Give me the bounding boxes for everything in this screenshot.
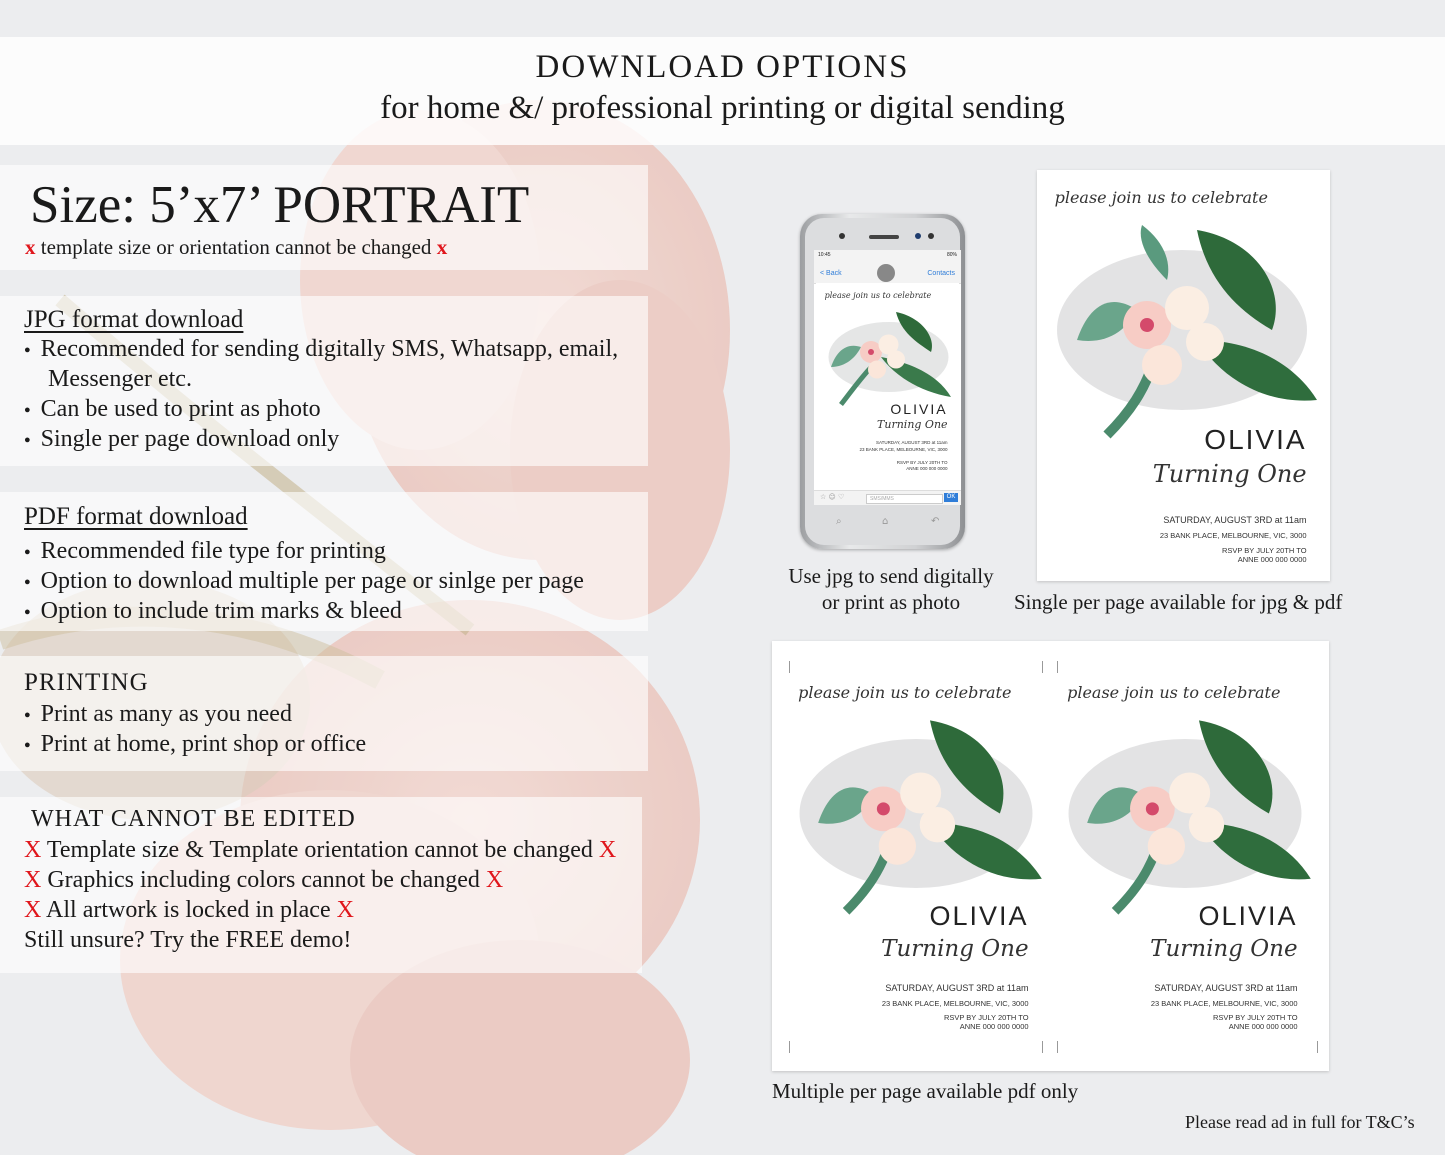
trim-mark (1317, 1041, 1318, 1053)
printing-panel (0, 656, 648, 771)
not-editable-panel (0, 797, 642, 973)
invite-script-line: please join us to celebrate (824, 291, 932, 301)
invite-subtitle: Turning One (1152, 460, 1307, 488)
x-mark-icon: X (24, 897, 42, 923)
floral-artwork (1059, 711, 1311, 916)
header-banner (0, 37, 1445, 145)
invite-date: SATURDAY, AUGUST 3RD at 11am (1154, 983, 1298, 993)
x-mark-icon: X (336, 897, 354, 923)
invite-name: OLIVIA (1198, 901, 1298, 931)
invite-address: 23 BANK PLACE, MELBOURNE, VIC, 3000 (1159, 531, 1307, 540)
list-item: ● Recommended file type for printing (24, 536, 584, 566)
pdf-list (24, 536, 584, 626)
page-subtitle: for home &/ professional printing or digital sending (380, 90, 1065, 126)
floral-artwork (1047, 220, 1317, 440)
invite-rsvp (1213, 1013, 1298, 1031)
emoji-icon[interactable]: ☆ ☺ ♡ (820, 493, 845, 501)
status-bar (814, 250, 961, 263)
printing-heading: PRINTING (24, 669, 149, 696)
invite-subtitle: Turning One (1150, 936, 1298, 962)
sms-input[interactable]: SMS/MMS (866, 494, 943, 504)
invite-script-line: please join us to celebrate (1054, 188, 1268, 207)
x-mark-icon: X (485, 867, 504, 893)
invite-details (1160, 512, 1307, 544)
invite-rsvp-line: RSVP BY JULY 20TH TO (1212, 1013, 1298, 1022)
size-note-text: template size or orientation cannot be changed (40, 235, 432, 259)
jpg-list (24, 334, 618, 454)
list-item-text: Graphics including colors cannot be changed (47, 867, 480, 893)
invite-details (882, 981, 1029, 1011)
invitation (1051, 661, 1319, 1051)
pdf-heading: PDF format download (24, 503, 248, 530)
speaker-icon (869, 235, 899, 239)
list-item (24, 895, 616, 925)
x-mark-icon: X (24, 837, 42, 863)
trim-mark (789, 1041, 790, 1053)
back-button[interactable]: < Back (820, 270, 842, 277)
x-mark-icon: x (25, 235, 36, 259)
invite-name: OLIVIA (890, 401, 948, 417)
invite-rsvp-line: ANNE 000 000 0000 (1237, 555, 1307, 564)
invite-address: 23 BANK PLACE, MELBOURNE, VIC, 3000 (881, 999, 1029, 1008)
invite-address: 23 BANK PLACE, MELBOURNE, VIC, 3000 (859, 447, 948, 452)
list-item (24, 865, 616, 895)
invite-subtitle: Turning One (877, 418, 948, 431)
home-icon[interactable]: ⌂ (882, 516, 889, 527)
caption-line: or print as photo (821, 590, 961, 614)
list-item (24, 835, 616, 865)
invite-details (1151, 981, 1298, 1011)
trim-mark (1057, 1041, 1058, 1053)
x-mark-icon: x (436, 235, 448, 259)
terms-note: Please read ad in full for T&C’s (1185, 1112, 1415, 1132)
pdf-panel (0, 492, 648, 631)
trim-mark (789, 661, 790, 673)
single-caption: Single per page available for jpg & pdf (1014, 590, 1343, 614)
size-note (25, 235, 447, 260)
list-item: ● Option to download multiple per page or sinlge per page (24, 566, 584, 596)
invitation-preview-phone (816, 283, 959, 487)
phone-screen (814, 250, 961, 505)
printing-list (24, 699, 366, 759)
invite-rsvp (897, 460, 948, 472)
invite-details (860, 439, 948, 453)
not-editable-heading: WHAT CANNOT BE EDITED (31, 806, 356, 832)
list-item-text: All artwork is locked in place (46, 897, 331, 923)
size-panel (0, 165, 648, 270)
invite-subtitle: Turning One (881, 936, 1029, 962)
size-title: Size: 5’x7’ PORTRAIT (30, 176, 530, 234)
trim-mark (1042, 1041, 1043, 1053)
jpg-heading: JPG format download (24, 306, 244, 333)
list-item-text: Template size & Template orientation cannot be changed (46, 837, 593, 863)
sensor-icon (915, 233, 921, 239)
camera-icon (839, 233, 845, 239)
contacts-button[interactable]: Contacts (927, 270, 955, 277)
trim-mark (1042, 661, 1043, 673)
x-mark-icon: X (24, 867, 42, 893)
list-item: ● Option to include trim marks & bleed (24, 596, 584, 626)
invite-rsvp-line: RSVP BY JULY 20TH TO (943, 1013, 1029, 1022)
message-nav-bar (814, 263, 961, 284)
multi-caption: Multiple per page available pdf only (772, 1079, 1079, 1103)
multi-invitation-preview (772, 641, 1329, 1071)
floral-artwork (790, 711, 1042, 916)
avatar-icon (877, 264, 895, 282)
status-time: 10:45 (818, 252, 831, 258)
search-icon[interactable]: ⌕ (836, 516, 842, 527)
phone-mockup (800, 214, 965, 549)
phone-body (805, 218, 960, 545)
invite-date: SATURDAY, AUGUST 3RD at 11am (1163, 515, 1307, 525)
list-item: ● Single per page download only (24, 424, 618, 454)
page-title: DOWNLOAD OPTIONS (535, 49, 910, 85)
list-item: Messenger etc. (48, 366, 192, 392)
invite-rsvp-line: ANNE 000 000 0000 (906, 466, 948, 471)
invite-address: 23 BANK PLACE, MELBOURNE, VIC, 3000 (1150, 999, 1298, 1008)
invite-rsvp (944, 1013, 1029, 1031)
not-editable-list (24, 835, 616, 955)
status-battery: 80% (946, 252, 957, 258)
single-invitation-preview (1037, 170, 1330, 581)
invite-rsvp (1222, 546, 1307, 564)
invite-rsvp-line: RSVP BY JULY 20TH TO (1221, 546, 1307, 555)
sensor-icon (928, 233, 934, 239)
invite-name: OLIVIA (929, 901, 1029, 931)
invite-date: SATURDAY, AUGUST 3RD at 11am (875, 440, 948, 445)
invite-script-line: please join us to celebrate (798, 683, 1012, 702)
list-item: ● Can be used to print as photo (24, 394, 618, 424)
demo-note: Still unsure? Try the FREE demo! (24, 927, 352, 953)
invite-rsvp-line: RSVP BY JULY 20TH TO (896, 460, 948, 465)
back-arrow-icon[interactable]: ↶ (931, 516, 940, 527)
invite-name: OLIVIA (1204, 424, 1307, 455)
list-item: ● Print as many as you need (24, 699, 366, 729)
invite-script-line: please join us to celebrate (1067, 683, 1281, 702)
x-mark-icon: X (598, 837, 617, 863)
send-button[interactable]: OK (944, 493, 958, 502)
message-input-bar (814, 490, 961, 505)
caption-line: Use jpg to send digitally (788, 564, 994, 588)
phone-caption (785, 563, 997, 615)
phone-hardware-buttons (814, 510, 961, 540)
invite-date: SATURDAY, AUGUST 3RD at 11am (885, 983, 1029, 993)
invite-rsvp-line: ANNE 000 000 0000 (1228, 1022, 1298, 1031)
jpg-panel (0, 296, 648, 466)
invitation (782, 661, 1050, 1051)
floral-artwork (821, 297, 956, 407)
invitation (1037, 170, 1330, 581)
invite-rsvp-line: ANNE 000 000 0000 (959, 1022, 1029, 1031)
trim-mark (1057, 661, 1058, 673)
list-item: ● Recommended for sending digitally SMS, Whatsapp, email, (24, 334, 618, 364)
list-item: ● Print at home, print shop or office (24, 729, 366, 759)
